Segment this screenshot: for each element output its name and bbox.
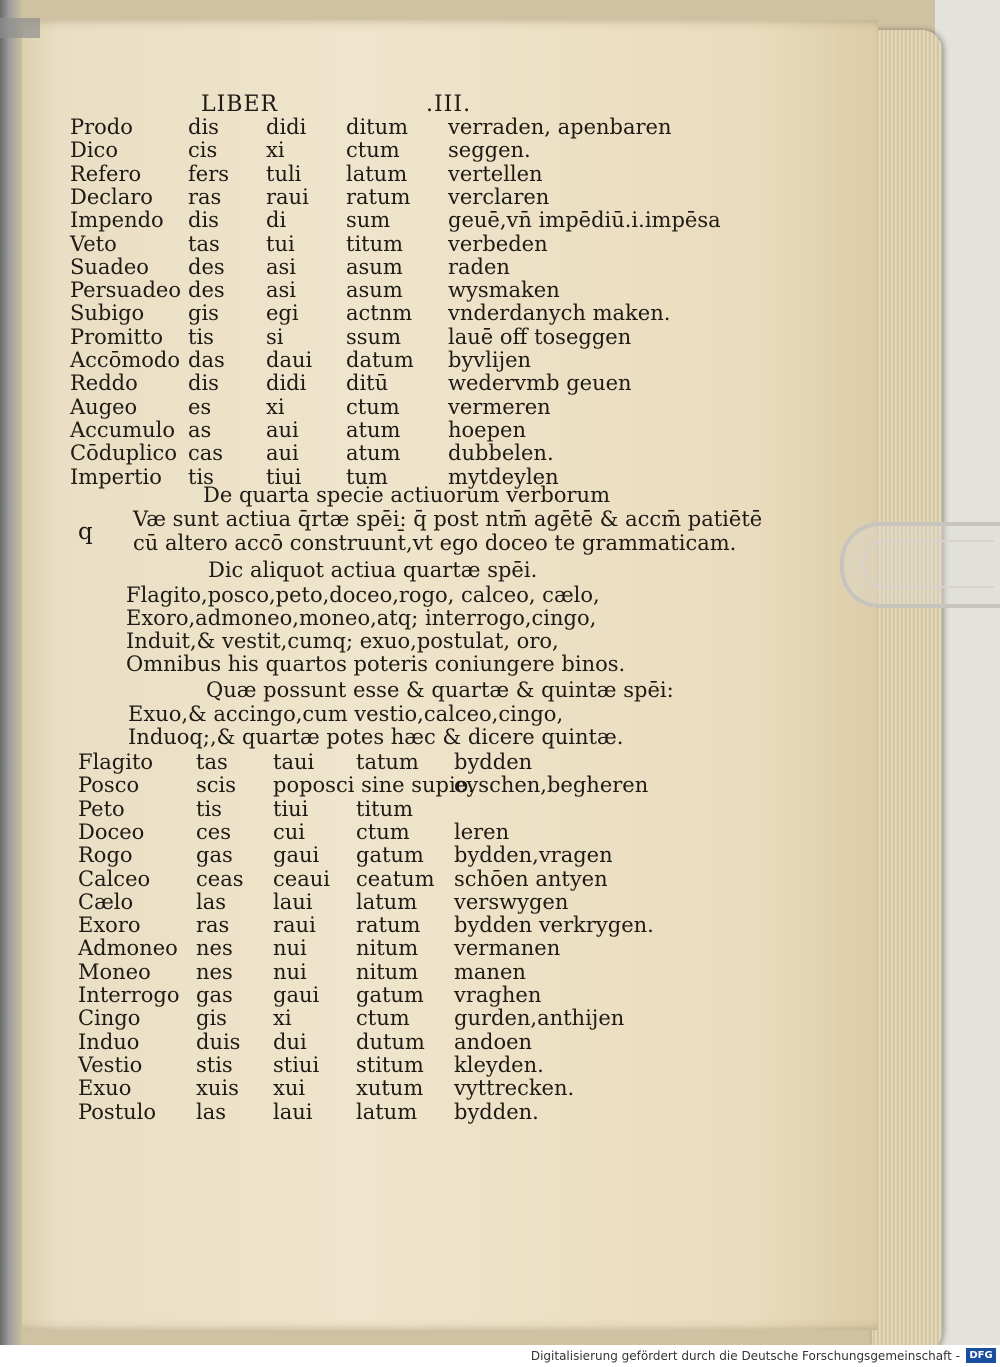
verb-form: dis: [188, 371, 219, 396]
verse-line: Exoro,admoneo,moneo,atq; interrogo,cingo,: [126, 606, 597, 630]
verb-form: tiui: [266, 464, 302, 489]
verb-form: taui: [273, 750, 315, 774]
verb-form: latum: [356, 889, 418, 914]
verb-lemma: Cælo: [78, 889, 134, 914]
verb-form: ras: [196, 913, 230, 938]
verb-form: xuis: [196, 1076, 239, 1101]
verb-form: as: [188, 417, 212, 442]
verb-form: ctum: [346, 138, 400, 163]
verb-form: tuli: [266, 161, 302, 186]
verb-form: ras: [188, 184, 222, 209]
verb-lemma: Calceo: [78, 866, 151, 891]
gloss: leren: [454, 819, 510, 844]
verb-lemma: Vestio: [78, 1052, 143, 1077]
verb-form: xi: [266, 394, 285, 419]
running-header-left: LIBER: [201, 92, 279, 117]
verse-line: Omnibus his quartos poteris coniungere binos.: [126, 652, 626, 676]
gloss: lauē off toseggen: [448, 324, 632, 349]
verb-form: asi: [266, 278, 297, 303]
verb-form: gis: [188, 301, 219, 326]
gloss: kleyden.: [454, 1052, 544, 1077]
gloss: verbeden: [448, 231, 548, 256]
verb-lemma: Impendo: [70, 208, 164, 233]
gloss: gurden,anthijen: [454, 1006, 625, 1031]
verb-form: laui: [273, 1099, 313, 1124]
verb-form: ceas: [196, 866, 244, 891]
verb-form: ces: [196, 819, 231, 844]
gloss: hoepen: [448, 417, 526, 442]
verb-lemma: Prodo: [70, 115, 133, 139]
verb-form: aui: [266, 441, 299, 466]
book-page: [8, 20, 878, 1330]
verb-form: cui: [273, 819, 306, 844]
verb-form: asum: [346, 254, 403, 279]
verb-form: dis: [188, 115, 219, 139]
verb-form: gas: [196, 843, 233, 868]
verb-form: si: [266, 324, 284, 349]
verb-form: nui: [273, 959, 307, 984]
verb-form: aui: [266, 417, 299, 442]
verb-form: ctum: [346, 394, 400, 419]
gloss: verswygen: [454, 889, 569, 914]
verb-form: nui: [273, 936, 307, 961]
verb-form: titum: [356, 796, 414, 821]
gloss: bydden,vragen: [454, 843, 613, 868]
verb-lemma: Cingo: [78, 1006, 141, 1031]
verb-form: nitum: [356, 936, 419, 961]
gloss: vertellen: [448, 161, 543, 186]
verb-lemma: Exoro: [78, 913, 141, 938]
dfg-logo: DFG: [966, 1348, 996, 1363]
verb-form: stiui: [273, 1052, 320, 1077]
gloss: byvlijen: [448, 348, 532, 372]
gloss: vnderdanych maken.: [448, 301, 671, 326]
verb-form: nes: [196, 936, 233, 961]
gloss: andoen: [454, 1029, 533, 1054]
verb-lemma: Exuo: [78, 1076, 132, 1101]
verb-lemma: Refero: [70, 161, 142, 186]
verb-form: ditū: [346, 371, 389, 396]
verb-form: titum: [346, 231, 404, 256]
verb-lemma: Peto: [78, 796, 125, 821]
gloss: verclaren: [448, 184, 550, 209]
verb-form: ceaui: [273, 866, 330, 891]
gloss: eyschen,begheren: [454, 773, 649, 798]
verb-lemma: Accōmodo: [70, 348, 180, 372]
gloss: manen: [454, 959, 526, 984]
footer-bar: [0, 1345, 1000, 1367]
verb-form: tui: [266, 231, 295, 256]
binding-band: [0, 18, 40, 38]
verb-lemma: Interrogo: [78, 983, 180, 1007]
verb-form: gis: [196, 1006, 227, 1031]
verb-form: cis: [188, 138, 218, 163]
verb-lemma: Promitto: [70, 324, 163, 349]
verb-form: xui: [273, 1076, 306, 1101]
verb-lemma: Flagito: [78, 750, 154, 774]
verb-lemma: Cōduplico: [70, 441, 177, 466]
verb-form: actnm: [346, 301, 413, 326]
verb-form: las: [196, 1099, 227, 1124]
gloss: vermanen: [454, 936, 561, 961]
gloss: wysmaken: [448, 278, 560, 303]
gloss: schōen antyen: [454, 866, 608, 891]
verb-form: ditum: [346, 115, 409, 139]
gloss: vermeren: [448, 394, 551, 419]
verb-form: atum: [346, 417, 401, 442]
verb-form: di: [266, 208, 287, 233]
verb-form: tas: [196, 750, 228, 774]
verb-form: poposci sine supio.: [273, 773, 475, 798]
paragraph-line: cū altero accō construunt̄,vt ego doceo te grammaticam.: [133, 531, 737, 555]
verb-lemma: Veto: [70, 231, 117, 256]
verb-form: latum: [356, 1099, 418, 1124]
gloss: geuē,vn̄ impēdiū.i.impēsa: [448, 208, 721, 233]
verb-form: dis: [188, 208, 219, 233]
running-header-right: .III.: [426, 92, 472, 117]
gloss: raden: [448, 254, 510, 279]
verb-form: ssum: [346, 324, 401, 349]
verb-form: asum: [346, 278, 403, 303]
verb-form: ratum: [346, 184, 411, 209]
verb-form: ctum: [356, 819, 410, 844]
verb-form: didi: [266, 115, 307, 139]
verb-form: tis: [188, 324, 214, 349]
verb-form: dutum: [356, 1029, 425, 1054]
verb-form: dui: [273, 1029, 307, 1054]
verb-form: tiui: [273, 796, 309, 821]
verb-lemma: Impertio: [70, 464, 162, 489]
verb-form: es: [188, 394, 212, 419]
verb-form: gas: [196, 983, 233, 1007]
verb-form: xutum: [356, 1076, 424, 1101]
verb-form: ctum: [356, 1006, 410, 1031]
verb-form: gatum: [356, 843, 424, 868]
verb-form: tatum: [356, 750, 419, 774]
gloss: vraghen: [454, 983, 542, 1007]
verb-form: stitum: [356, 1052, 424, 1077]
verse-intro: Dic aliquot actiua quartæ spēi.: [208, 558, 538, 582]
verb-lemma: Postulo: [78, 1099, 157, 1124]
verb-form: xi: [266, 138, 285, 163]
gloss: mytdeylen: [448, 464, 559, 489]
verb-form: laui: [273, 889, 313, 914]
verb-form: las: [196, 889, 227, 914]
verb-form: tis: [196, 796, 222, 821]
verb-form: datum: [346, 348, 414, 372]
funding-credit: Digitalisierung gefördert durch die Deutsche Forschungsgemeinschaft -: [530, 1349, 960, 1363]
verb-form: tis: [188, 464, 214, 489]
verb-lemma: Admoneo: [78, 936, 178, 961]
verb-lemma: Augeo: [70, 394, 138, 419]
verb-lemma: Persuadeo: [70, 278, 181, 303]
verb-form: ratum: [356, 913, 421, 938]
verb-form: sum: [346, 208, 391, 233]
gloss: verraden, apenbaren: [448, 115, 672, 139]
verb-form: das: [188, 348, 225, 372]
verb-lemma: Reddo: [70, 371, 138, 396]
verb-form: gaui: [273, 983, 320, 1007]
verb-form: tas: [188, 231, 220, 256]
verb-lemma: Dico: [70, 138, 118, 163]
verb-lemma: Rogo: [78, 843, 133, 868]
gloss: bydden: [454, 750, 533, 774]
verb-form: nes: [196, 959, 233, 984]
verb-form: des: [188, 278, 225, 303]
verb-lemma: Accumulo: [70, 417, 176, 442]
verb-lemma: Posco: [78, 773, 140, 798]
gloss: vyttrecken.: [454, 1076, 575, 1101]
verb-lemma: Doceo: [78, 819, 145, 844]
verb-form: didi: [266, 371, 307, 396]
verb-lemma: Subigo: [70, 301, 145, 326]
verb-form: raui: [266, 184, 309, 209]
binding-gutter: [0, 0, 22, 1345]
verb-lemma: Induo: [78, 1029, 140, 1054]
verb-form: nitum: [356, 959, 419, 984]
section-heading: De quarta specie actiuorum verborum: [203, 483, 610, 507]
verb-form: tum: [346, 464, 388, 489]
verb-form: xi: [273, 1006, 292, 1031]
verb-form: scis: [196, 773, 237, 798]
verb-lemma: Declaro: [70, 184, 153, 209]
verse-line: Flagito,posco,peto,doceo,rogo, calceo, cælo,: [126, 583, 600, 607]
verse-line: Induit,& vestit,cumq; exuo,postulat, oro,: [126, 629, 559, 653]
verb-form: des: [188, 254, 225, 279]
verb-form: egi: [266, 301, 299, 326]
plastic-clip-inner: [862, 540, 994, 588]
verse-intro: Quæ possunt esse & quartæ & quintæ spēi:: [206, 678, 674, 702]
verb-form: gaui: [273, 843, 320, 868]
verb-form: ceatum: [356, 866, 435, 891]
page-edges: [872, 30, 942, 1345]
gloss: wedervmb geuen: [448, 371, 632, 396]
verb-form: stis: [196, 1052, 233, 1077]
paragraph-line: Væ sunt actiua q̄rtæ spēi: q̄ post ntm̄ agētē & accm̄ patiētē: [133, 507, 763, 531]
verb-form: atum: [346, 441, 401, 466]
verse-line: Exuo,& accingo,cum vestio,calceo,cingo,: [128, 702, 564, 726]
gloss: bydden verkrygen.: [454, 913, 654, 938]
background: [935, 0, 1000, 1345]
verb-form: raui: [273, 913, 316, 938]
verb-form: fers: [188, 161, 230, 186]
verb-form: duis: [196, 1029, 241, 1054]
verb-lemma: Suadeo: [70, 254, 149, 279]
gloss: dubbelen.: [448, 441, 554, 466]
verb-form: cas: [188, 441, 224, 466]
verb-form: gatum: [356, 983, 424, 1007]
verb-form: latum: [346, 161, 408, 186]
initial-letter: q: [78, 519, 93, 545]
gloss: bydden.: [454, 1099, 539, 1124]
verb-lemma: Moneo: [78, 959, 151, 984]
verb-form: asi: [266, 254, 297, 279]
gloss: seggen.: [448, 138, 531, 163]
verb-form: daui: [266, 348, 313, 372]
verse-line: Induoq;,& quartæ potes hæc & dicere quintæ.: [128, 725, 624, 749]
